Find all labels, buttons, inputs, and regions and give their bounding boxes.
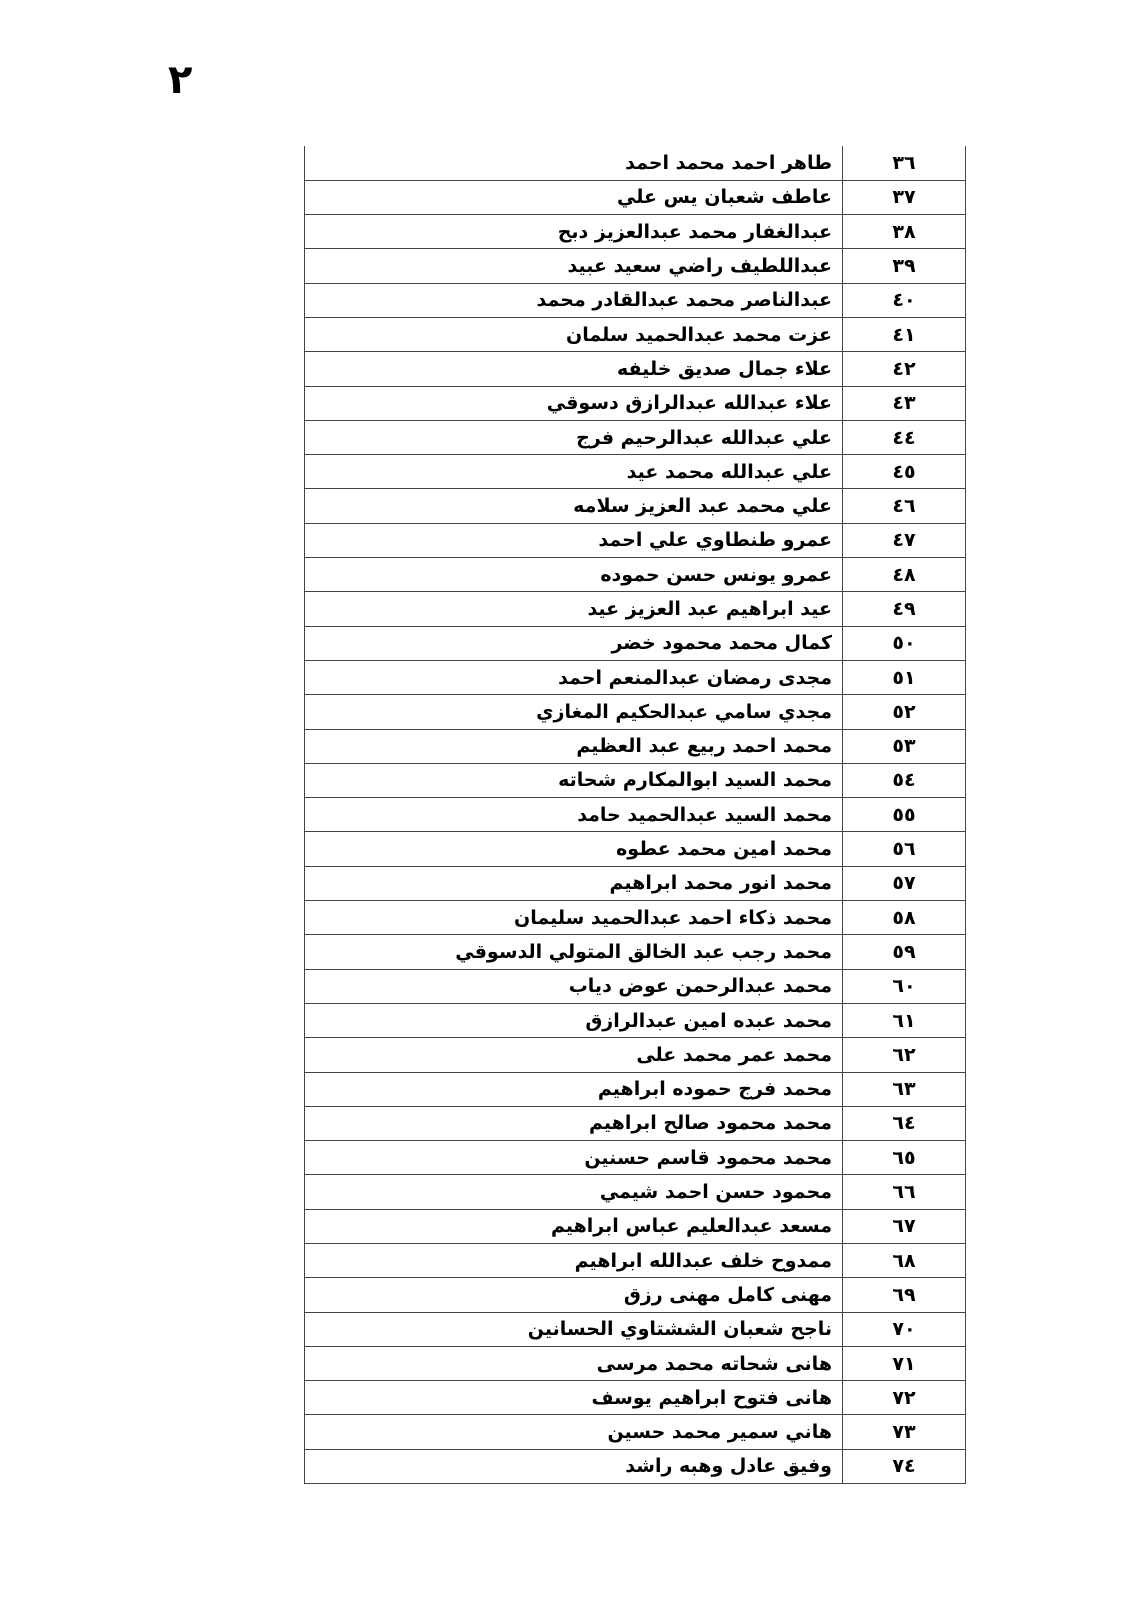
names-table xyxy=(304,146,966,1484)
row-name: عاطف شعبان يس علي xyxy=(305,180,843,214)
row-name: مهنى كامل مهنى رزق xyxy=(305,1278,843,1312)
row-name: علي عبدالله عبدالرحيم فرج xyxy=(305,420,843,454)
table-row xyxy=(305,1415,966,1449)
row-name: طاهر احمد محمد احمد xyxy=(305,146,843,180)
row-number: ٣٦ xyxy=(843,146,966,180)
row-name: هاني سمير محمد حسين xyxy=(305,1415,843,1449)
table-row xyxy=(305,695,966,729)
row-number: ٥٤ xyxy=(843,763,966,797)
table-row xyxy=(305,215,966,249)
row-number: ٥٩ xyxy=(843,935,966,969)
table-row xyxy=(305,1209,966,1243)
table-row xyxy=(305,317,966,351)
page-number: ٢ xyxy=(168,57,193,103)
row-name: عبدالغفار محمد عبدالعزيز دبح xyxy=(305,215,843,249)
row-name: محمد ذكاء احمد عبدالحميد سليمان xyxy=(305,901,843,935)
row-number: ٧٢ xyxy=(843,1381,966,1415)
row-number: ٤٦ xyxy=(843,489,966,523)
table-row xyxy=(305,626,966,660)
row-number: ٣٨ xyxy=(843,215,966,249)
row-number: ٥٣ xyxy=(843,729,966,763)
table-row xyxy=(305,1141,966,1175)
row-number: ٦١ xyxy=(843,1003,966,1037)
row-name: مسعد عبدالعليم عباس ابراهيم xyxy=(305,1209,843,1243)
row-name: علي عبدالله محمد عيد xyxy=(305,455,843,489)
table-row xyxy=(305,146,966,180)
row-number: ٥٦ xyxy=(843,832,966,866)
row-name: محمد عبدالرحمن عوض دياب xyxy=(305,969,843,1003)
row-name: عبداللطيف راضي سعيد عبيد xyxy=(305,249,843,283)
table-row xyxy=(305,1175,966,1209)
row-number: ٦٧ xyxy=(843,1209,966,1243)
row-name: محمد السيد ابوالمكارم شحاته xyxy=(305,763,843,797)
row-number: ٥١ xyxy=(843,660,966,694)
table-row xyxy=(305,592,966,626)
row-number: ٦٩ xyxy=(843,1278,966,1312)
row-number: ٤٢ xyxy=(843,352,966,386)
row-number: ٤١ xyxy=(843,317,966,351)
table-row xyxy=(305,1312,966,1346)
row-number: ٧١ xyxy=(843,1346,966,1380)
table-row xyxy=(305,901,966,935)
row-name: عمرو طنطاوي علي احمد xyxy=(305,523,843,557)
row-number: ٦٠ xyxy=(843,969,966,1003)
table-row xyxy=(305,798,966,832)
row-number: ٤٥ xyxy=(843,455,966,489)
table-row xyxy=(305,1449,966,1483)
row-number: ٥٠ xyxy=(843,626,966,660)
row-name: ممدوح خلف عبدالله ابراهيم xyxy=(305,1244,843,1278)
row-name: هانى فتوح ابراهيم يوسف xyxy=(305,1381,843,1415)
row-number: ٦٥ xyxy=(843,1141,966,1175)
row-name: علاء جمال صديق خليفه xyxy=(305,352,843,386)
table-row xyxy=(305,763,966,797)
table-row xyxy=(305,455,966,489)
table-row xyxy=(305,283,966,317)
row-number: ٦٢ xyxy=(843,1038,966,1072)
row-number: ٦٣ xyxy=(843,1072,966,1106)
table-row xyxy=(305,420,966,454)
table-row xyxy=(305,489,966,523)
table-row xyxy=(305,1003,966,1037)
table-row xyxy=(305,1346,966,1380)
table-row xyxy=(305,935,966,969)
row-name: محمد عبده امين عبدالرازق xyxy=(305,1003,843,1037)
row-number: ٤٤ xyxy=(843,420,966,454)
table-row xyxy=(305,969,966,1003)
row-number: ٦٦ xyxy=(843,1175,966,1209)
row-number: ٤٣ xyxy=(843,386,966,420)
row-number: ٤٧ xyxy=(843,523,966,557)
row-name: علاء عبدالله عبدالرازق دسوقي xyxy=(305,386,843,420)
table-row xyxy=(305,249,966,283)
row-number: ٦٤ xyxy=(843,1106,966,1140)
row-name: مجدي سامي عبدالحكيم المغازي xyxy=(305,695,843,729)
row-name: محمد محمود صالح ابراهيم xyxy=(305,1106,843,1140)
row-number: ٤٨ xyxy=(843,558,966,592)
table-row xyxy=(305,180,966,214)
table-row xyxy=(305,352,966,386)
row-name: عمرو يونس حسن حموده xyxy=(305,558,843,592)
row-name: عيد ابراهيم عبد العزيز عيد xyxy=(305,592,843,626)
row-number: ٧٠ xyxy=(843,1312,966,1346)
row-number: ٦٨ xyxy=(843,1244,966,1278)
table-row xyxy=(305,729,966,763)
row-name: محمود حسن احمد شيمي xyxy=(305,1175,843,1209)
table-row xyxy=(305,1106,966,1140)
row-name: هانى شحاته محمد مرسى xyxy=(305,1346,843,1380)
table-row xyxy=(305,832,966,866)
row-number: ٤٩ xyxy=(843,592,966,626)
row-name: عزت محمد عبدالحميد سلمان xyxy=(305,317,843,351)
row-name: عبدالناصر محمد عبدالقادر محمد xyxy=(305,283,843,317)
row-name: محمد محمود قاسم حسنين xyxy=(305,1141,843,1175)
row-name: مجدى رمضان عبدالمنعم احمد xyxy=(305,660,843,694)
row-name: ناجح شعبان الششتاوي الحسانين xyxy=(305,1312,843,1346)
row-number: ٧٤ xyxy=(843,1449,966,1483)
row-name: محمد السيد عبدالحميد حامد xyxy=(305,798,843,832)
table-row xyxy=(305,866,966,900)
table-row xyxy=(305,1278,966,1312)
row-name: محمد احمد ربيع عبد العظيم xyxy=(305,729,843,763)
row-number: ٥٥ xyxy=(843,798,966,832)
table-row xyxy=(305,1072,966,1106)
row-name: محمد رجب عبد الخالق المتولي الدسوقي xyxy=(305,935,843,969)
row-number: ٣٩ xyxy=(843,249,966,283)
table-row xyxy=(305,660,966,694)
row-number: ٥٧ xyxy=(843,866,966,900)
table-row xyxy=(305,523,966,557)
table-row xyxy=(305,1038,966,1072)
row-name: محمد فرج حموده ابراهيم xyxy=(305,1072,843,1106)
row-name: كمال محمد محمود خضر xyxy=(305,626,843,660)
row-number: ٥٨ xyxy=(843,901,966,935)
row-name: وفيق عادل وهبه راشد xyxy=(305,1449,843,1483)
row-number: ٧٣ xyxy=(843,1415,966,1449)
table-row xyxy=(305,386,966,420)
row-number: ٥٢ xyxy=(843,695,966,729)
row-name: محمد عمر محمد على xyxy=(305,1038,843,1072)
row-name: محمد امين محمد عطوه xyxy=(305,832,843,866)
table-row xyxy=(305,1381,966,1415)
row-number: ٣٧ xyxy=(843,180,966,214)
table-row xyxy=(305,558,966,592)
row-name: علي محمد عبد العزيز سلامه xyxy=(305,489,843,523)
row-name: محمد انور محمد ابراهيم xyxy=(305,866,843,900)
table-row xyxy=(305,1244,966,1278)
names-table-body xyxy=(305,146,966,1484)
row-number: ٤٠ xyxy=(843,283,966,317)
